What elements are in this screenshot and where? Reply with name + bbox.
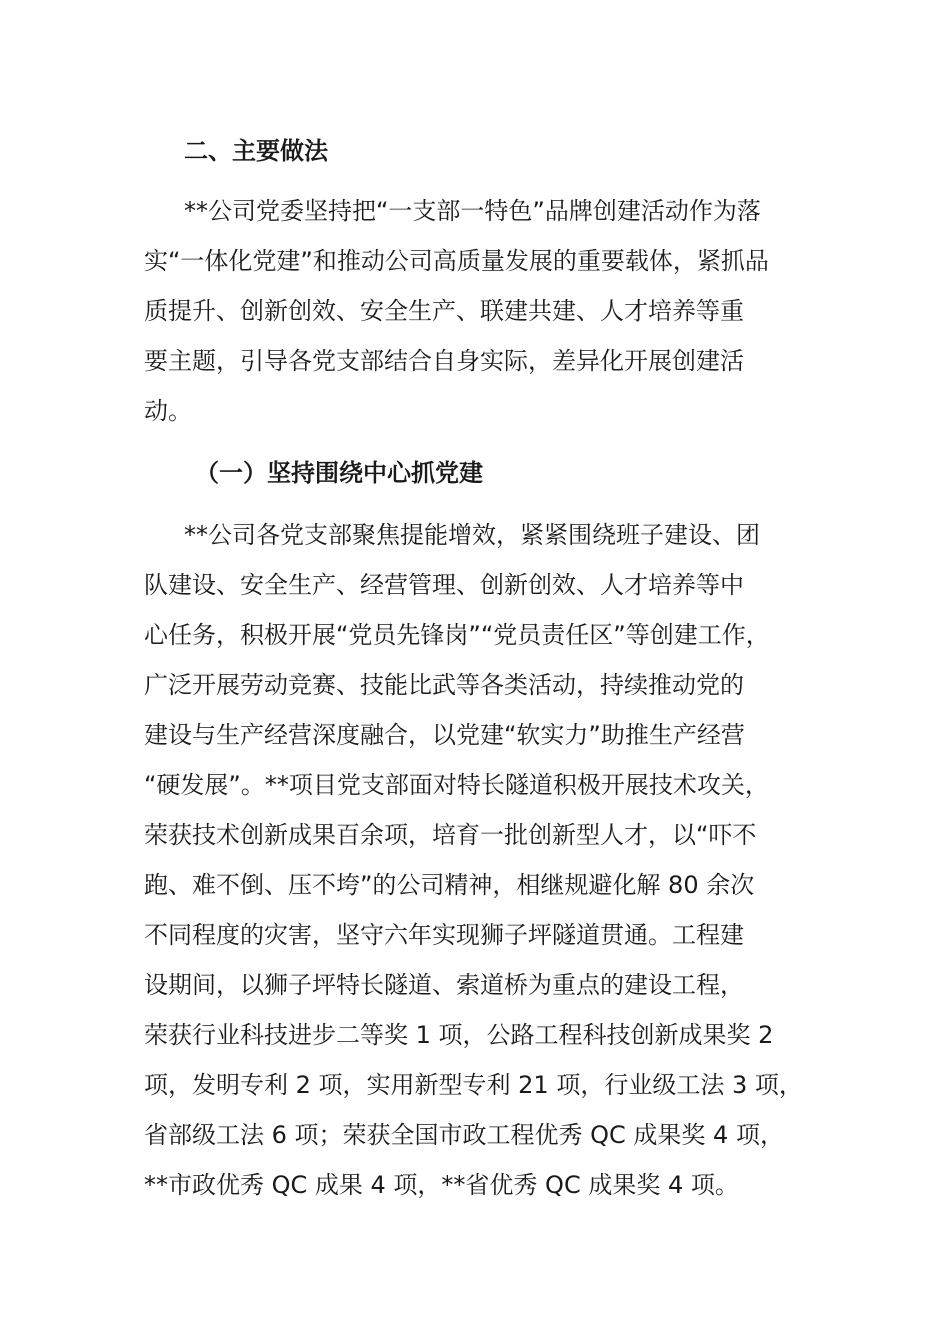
paragraph-line: 质提升、创新创效、安全生产、联建共建、人才培养等重	[144, 297, 744, 325]
paragraph-line: “硬发展”。**项目党支部面对特长隧道积极开展技术攻关，	[144, 771, 769, 799]
section-heading: 二、主要做法	[184, 137, 328, 165]
paragraph-line: 队建设、安全生产、经营管理、创新创效、人才培养等中	[144, 571, 744, 599]
paragraph-line: 省部级工法 6 项；荣获全国市政工程优秀 QC 成果奖 4 项，	[144, 1121, 784, 1149]
paragraph-line: 项，发明专利 2 项，实用新型专利 21 项，行业级工法 3 项，	[144, 1071, 803, 1099]
paragraph-line: 建设与生产经营深度融合，以党建“软实力”助推生产经营	[144, 721, 745, 749]
paragraph-line: 实“一体化党建”和推动公司高质量发展的重要载体，紧抓品	[144, 247, 769, 275]
paragraph-line: 心任务，积极开展“党员先锋岗”“党员责任区”等创建工作，	[144, 621, 770, 649]
paragraph-line: 要主题，引导各党支部结合自身实际，差异化开展创建活	[144, 347, 744, 375]
paragraph-line: 荣获行业科技进步二等奖 1 项，公路工程科技创新成果奖 2	[144, 1021, 774, 1049]
paragraph-line: 跑、难不倒、压不垮”的公司精神，相继规避化解 80 余次	[144, 871, 755, 899]
paragraph-line: **公司各党支部聚焦提能增效，紧紧围绕班子建设、团	[184, 521, 760, 549]
paragraph-line: 广泛开展劳动竞赛、技能比武等各类活动，持续推动党的	[144, 671, 744, 699]
paragraph-line: **公司党委坚持把“一支部一特色”品牌创建活动作为落	[184, 197, 761, 225]
paragraph-line: 荣获技术创新成果百余项，培育一批创新型人才，以“吓不	[144, 821, 757, 849]
paragraph-line: 动。	[144, 397, 192, 425]
intro-paragraph	[144, 186, 844, 436]
subsection-heading: （一）坚持围绕中心抓党建	[195, 459, 483, 487]
paragraph-line: 设期间，以狮子坪特长隧道、索道桥为重点的建设工程，	[144, 971, 744, 999]
body-paragraph	[144, 510, 844, 1210]
paragraph-line: **市政优秀 QC 成果 4 项，**省优秀 QC 成果奖 4 项。	[144, 1171, 739, 1199]
paragraph-line: 不同程度的灾害，坚守六年实现狮子坪隧道贯通。工程建	[144, 921, 744, 949]
